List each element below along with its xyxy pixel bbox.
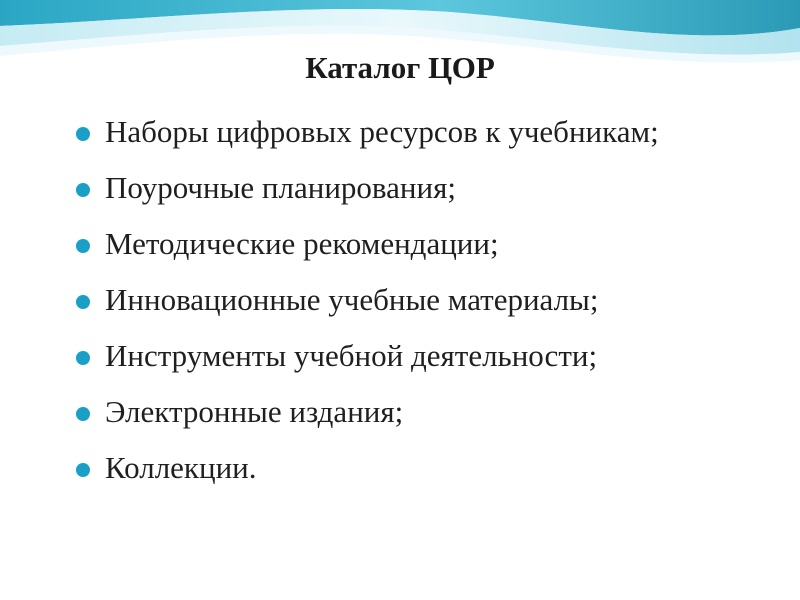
bullet-dot-icon: [76, 351, 90, 365]
bullet-list: [76, 112, 776, 504]
slide-title: Каталог ЦОР: [305, 50, 495, 85]
bullet-item-electronic-publications: [76, 392, 776, 432]
bullet-dot-icon: [76, 295, 90, 309]
bullet-text: Коллекции.: [105, 450, 257, 485]
bullet-item-learning-tools: [76, 336, 776, 376]
bullet-text: Инновационные учебные материалы;: [105, 282, 599, 317]
bullet-dot-icon: [76, 239, 90, 253]
bullet-text: Поурочные планирования;: [105, 170, 456, 205]
bullet-dot-icon: [76, 127, 90, 141]
bullet-text: Электронные издания;: [105, 394, 404, 429]
bullet-dot-icon: [76, 463, 90, 477]
bullet-item-innovative-materials: [76, 280, 776, 320]
bullet-item-textbook-resources: [76, 112, 776, 152]
bullet-item-methodical-recommendations: [76, 224, 776, 264]
bullet-text: Методические рекомендации;: [105, 226, 499, 261]
bullet-item-collections: [76, 448, 776, 488]
bullet-text: Инструменты учебной деятельности;: [105, 338, 598, 373]
bullet-dot-icon: [76, 183, 90, 197]
bullet-dot-icon: [76, 407, 90, 421]
bullet-text: Наборы цифровых ресурсов к учебникам;: [105, 114, 659, 149]
bullet-item-lesson-plans: [76, 168, 776, 208]
